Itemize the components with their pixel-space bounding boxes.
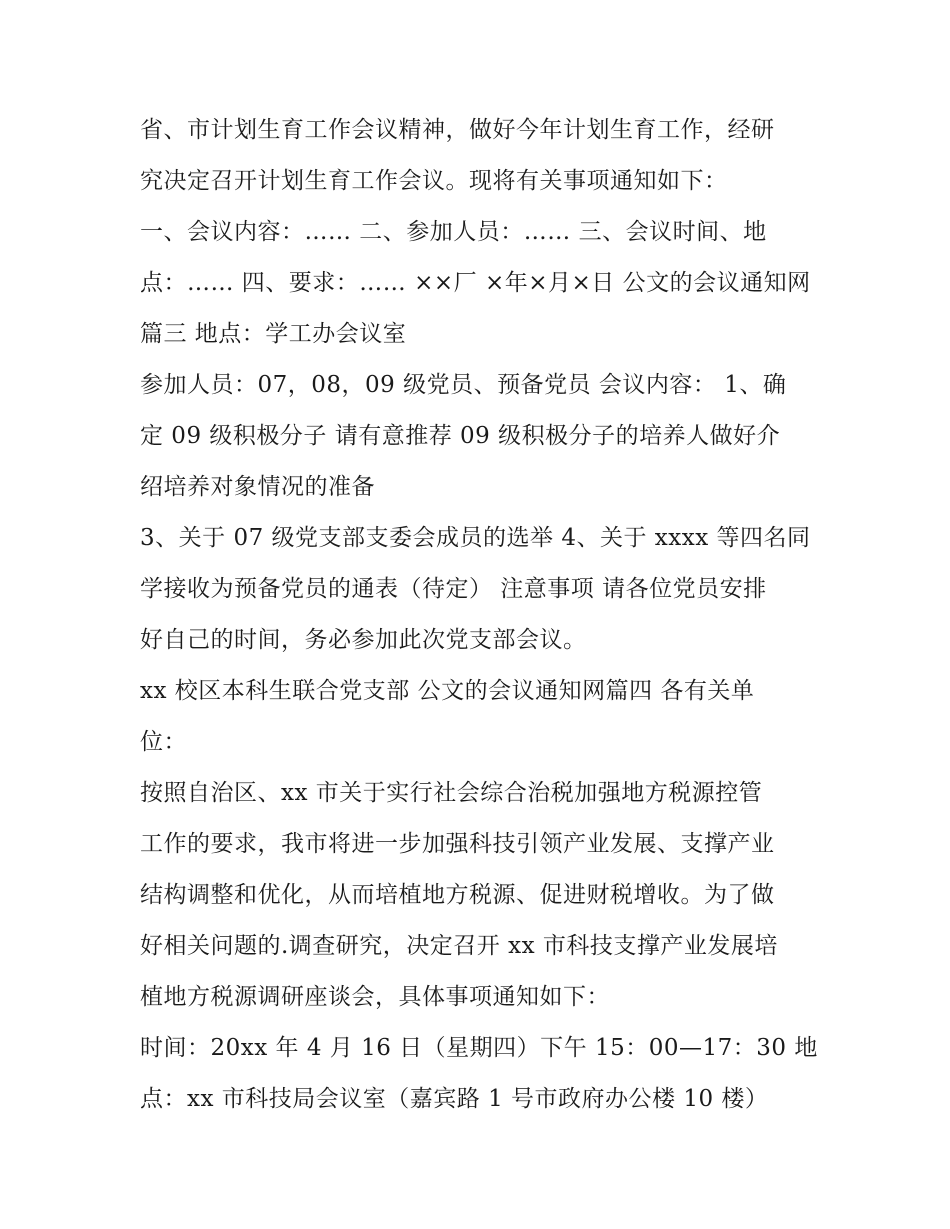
text-line: 定 09 级积极分子 请有意推荐 09 级积极分子的培养人做好介 <box>140 423 781 449</box>
text-line: 植地方税源调研座谈会，具体事项通知如下： <box>140 984 610 1010</box>
text-line: 参加人员：07，08，09 级党员、预备党员 会议内容： 1、确 <box>140 372 787 398</box>
text-line: 工作的要求，我市将进一步加强科技引领产业发展、支撑产业 <box>140 831 775 857</box>
text-line: 究决定召开计划生育工作会议。现将有关事项通知如下： <box>140 168 728 194</box>
text-line: 学接收为预备党员的通表（待定） 注意事项 请各位党员安排 <box>140 576 767 602</box>
document-body <box>140 105 820 1125</box>
text-line: 绍培养对象情况的准备 <box>140 474 375 500</box>
text-line: 好相关问题的.调查研究，决定召开 xx 市科技支撑产业发展培 <box>140 933 778 959</box>
text-line: 好自己的时间，务必参加此次党支部会议。 <box>140 627 587 653</box>
text-line: 篇三 地点：学工办会议室 <box>140 321 407 347</box>
text-line: xx 校区本科生联合党支部 公文的会议通知网篇四 各有关单 <box>140 678 755 704</box>
text-line: 时间：20xx 年 4 月 16 日（星期四）下午 15：00—17：30 地 <box>140 1035 818 1061</box>
text-line: 一、会议内容：…… 二、参加人员：…… 三、会议时间、地 <box>140 219 767 245</box>
text-line: 按照自治区、xx 市关于实行社会综合治税加强地方税源控管 <box>140 780 763 806</box>
text-line: 点：xx 市科技局会议室（嘉宾路 1 号市政府办公楼 10 楼） <box>140 1086 769 1112</box>
text-line: 3、关于 07 级党支部支委会成员的选举 4、关于 xxxx 等四名同 <box>140 525 811 551</box>
text-line: 结构调整和优化，从而培植地方税源、促进财税增收。为了做 <box>140 882 775 908</box>
text-line: 点：…… 四、要求：…… ××厂 ×年×月×日 公文的会议通知网 <box>140 270 811 296</box>
text-line: 位： <box>140 729 187 755</box>
text-line: 省、市计划生育工作会议精神，做好今年计划生育工作，经研 <box>140 117 775 143</box>
